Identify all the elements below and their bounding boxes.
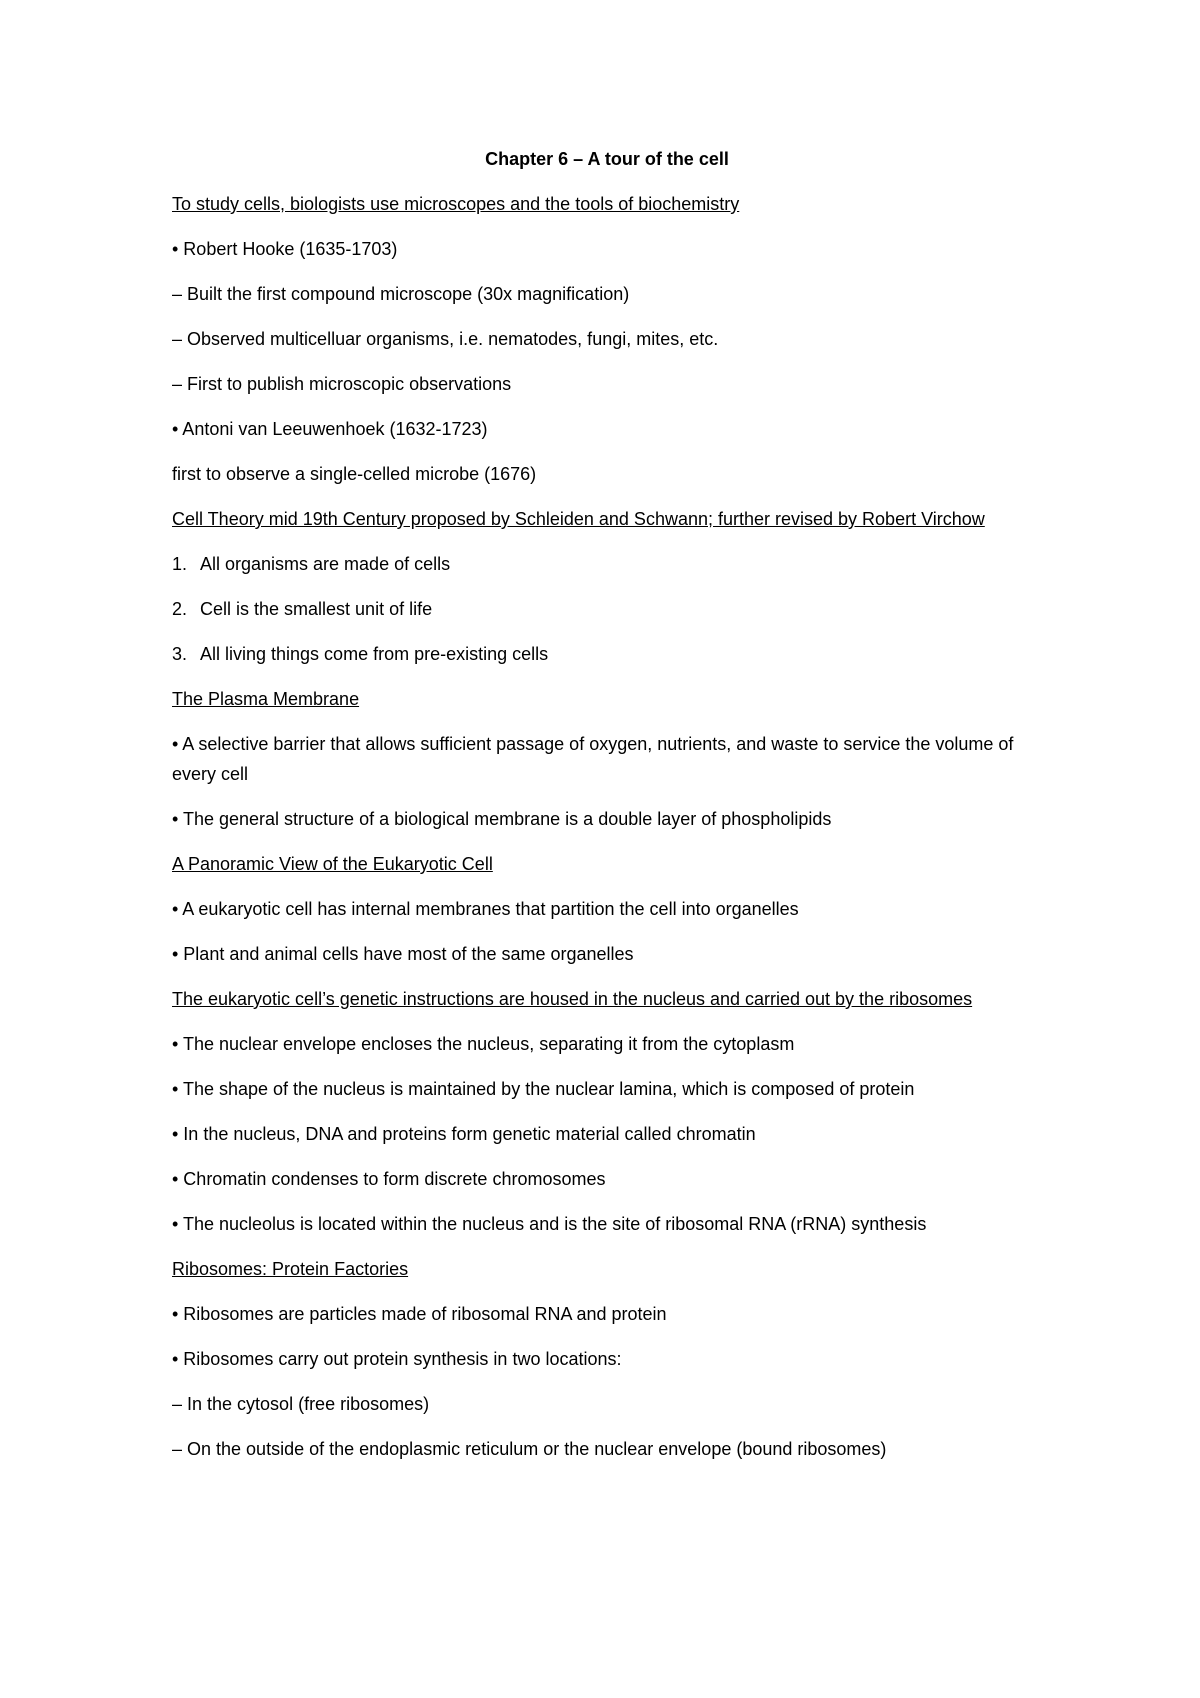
- body-line: • A eukaryotic cell has internal membranes that partition the cell into organelles: [172, 899, 799, 919]
- body-line: – In the cytosol (free ribosomes): [172, 1394, 430, 1414]
- body-line: • The shape of the nucleus is maintained by the nuclear lamina, which is composed of protein: [172, 1079, 915, 1099]
- body-line: • The nucleolus is located within the nucleus and is the site of ribosomal RNA (rRNA) synthesis: [172, 1214, 927, 1234]
- numbered-item: [172, 549, 1042, 579]
- body-line: – Built the first compound microscope (30x magnification): [172, 284, 630, 304]
- page-title: Chapter 6 – A tour of the cell: [485, 149, 729, 169]
- item-number: 3.: [172, 644, 188, 664]
- body-line: first to observe a single-celled microbe (1676): [172, 464, 537, 484]
- body-line: • Ribosomes carry out protein synthesis in two locations:: [172, 1349, 622, 1369]
- document-content: [172, 144, 1042, 1479]
- numbered-item: [172, 594, 1042, 624]
- item-number: 2.: [172, 599, 188, 619]
- body-line: • Antoni van Leeuwenhoek (1632-1723): [172, 419, 488, 439]
- body-line: • A selective barrier that allows sufficient passage of oxygen, nutrients, and waste to service the volume of every cell: [172, 734, 1014, 784]
- item-text: Cell is the smallest unit of life: [200, 599, 433, 619]
- body-line: – First to publish microscopic observations: [172, 374, 512, 394]
- section-heading: To study cells, biologists use microscopes and the tools of biochemistry: [172, 194, 740, 214]
- section-heading: The eukaryotic cell’s genetic instructions are housed in the nucleus and carried out by the ribosomes: [172, 989, 973, 1009]
- section-heading: The Plasma Membrane: [172, 689, 360, 709]
- body-line: • Robert Hooke (1635-1703): [172, 239, 398, 259]
- body-line: • In the nucleus, DNA and proteins form genetic material called chromatin: [172, 1124, 756, 1144]
- body-line: – Observed multicelluar organisms, i.e. nematodes, fungi, mites, etc.: [172, 329, 719, 349]
- body-line: – On the outside of the endoplasmic reticulum or the nuclear envelope (bound ribosomes): [172, 1439, 887, 1459]
- item-number: 1.: [172, 554, 188, 574]
- numbered-item: [172, 639, 1042, 669]
- item-text: All living things come from pre-existing cells: [200, 644, 549, 664]
- document-body: [172, 189, 1042, 1464]
- body-line: • Chromatin condenses to form discrete chromosomes: [172, 1169, 606, 1189]
- section-heading: Cell Theory mid 19th Century proposed by Schleiden and Schwann; further revised by Robert Virchow: [172, 509, 985, 529]
- body-line: • The nuclear envelope encloses the nucleus, separating it from the cytoplasm: [172, 1034, 795, 1054]
- body-line: • Plant and animal cells have most of the same organelles: [172, 944, 634, 964]
- section-heading: A Panoramic View of the Eukaryotic Cell: [172, 854, 493, 874]
- body-line: • Ribosomes are particles made of ribosomal RNA and protein: [172, 1304, 667, 1324]
- section-heading: Ribosomes: Protein Factories: [172, 1259, 409, 1279]
- item-text: All organisms are made of cells: [200, 554, 451, 574]
- body-line: • The general structure of a biological membrane is a double layer of phospholipids: [172, 809, 832, 829]
